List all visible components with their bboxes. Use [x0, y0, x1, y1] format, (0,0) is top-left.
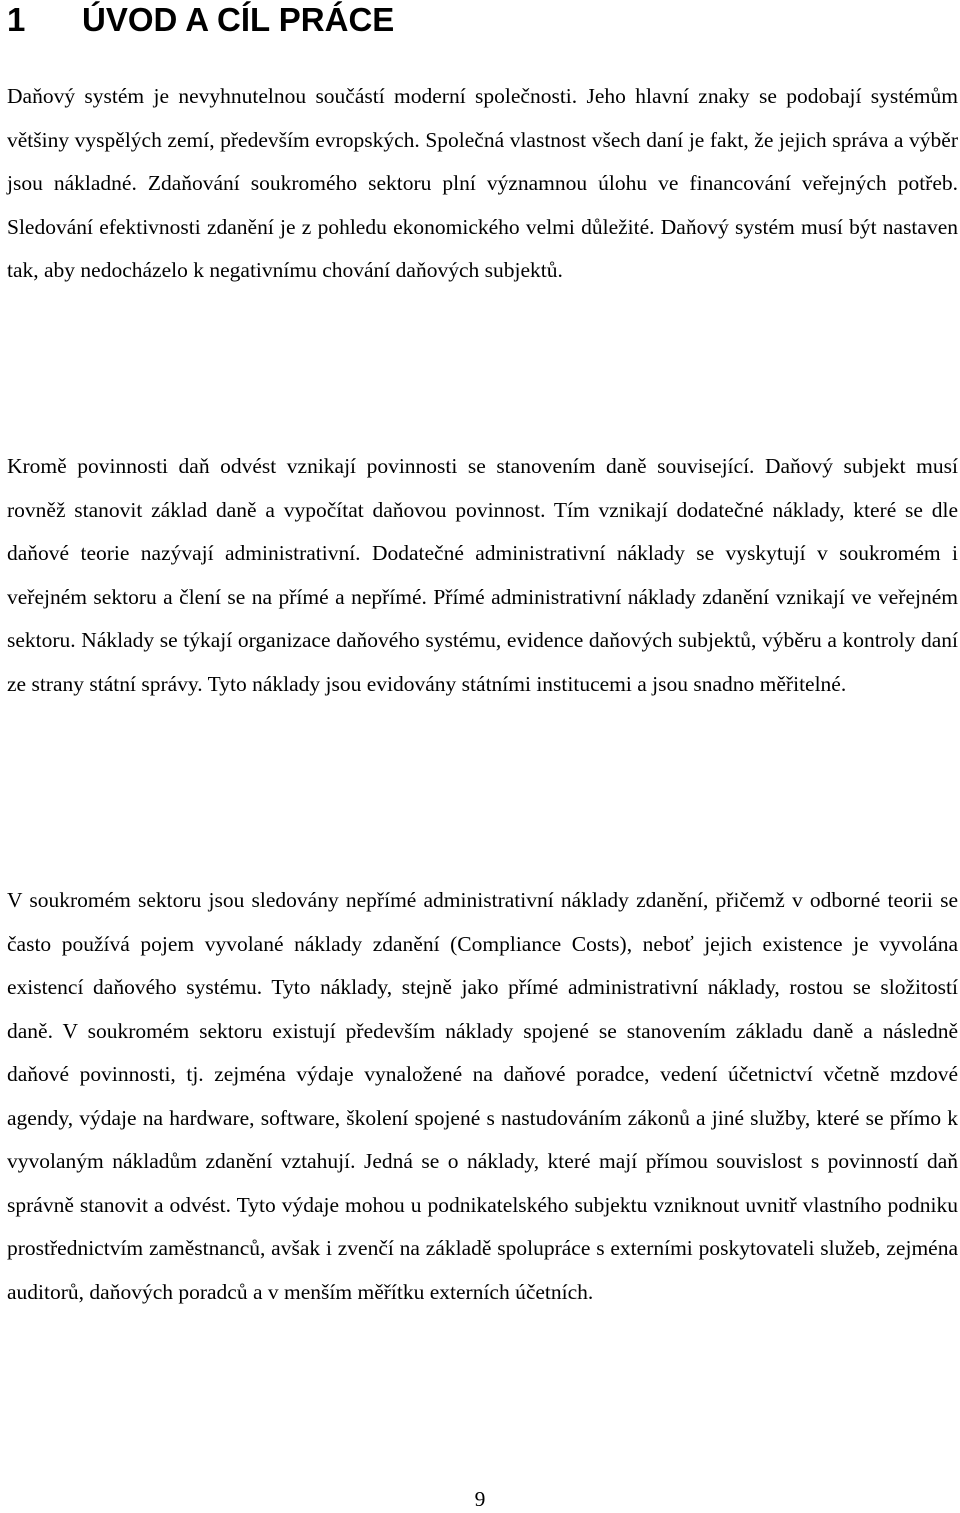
chapter-heading: [7, 0, 394, 40]
paragraph-administrative-costs: Kromě povinnosti daň odvést vznikají povinnosti se stanovením daně související. Daňový subjekt musí rovněž stanovit základ daně a vypočítat daňovou povinnost. Tím vznikají dodatečné náklady, které se dle daňové teorie nazývají administrativní. Dodatečné administrativní náklady se vyskytují v soukromém i veřejném sektoru a člení se na přímé a nepřímé. Přímé administrativní náklady zdanění vznikají ve veřejném sektoru. Náklady se týkají organizace daňového systému, evidence daňových subjektů, výběru a kontroly daní ze strany státní správy. Tyto náklady jsou evidovány státními institucemi a jsou snadno měřitelné.: [7, 454, 958, 696]
chapter-number: 1: [7, 1, 26, 38]
paragraph-intro: Daňový systém je nevyhnutelnou součástí moderní společnosti. Jeho hlavní znaky se podobají systémům většiny vyspělých zemí, především evropských. Společná vlastnost všech daní je fakt, že jejich správa a výběr jsou nákladné. Zdaňování soukromého sektoru plní významnou úlohu ve financování veřejných potřeb. Sledování efektivnosti zdanění je z pohledu ekonomického velmi důležité. Daňový systém musí být nastaven tak, aby nedocházelo k negativnímu chování daňových subjektů.: [7, 84, 958, 282]
paragraph-compliance-costs: V soukromém sektoru jsou sledovány nepřímé administrativní náklady zdanění, přičemž v odborné teorii se často používá pojem vyvolané náklady zdanění (Compliance Costs), neboť jejich existence je vyvolána existencí daňového systému. Tyto náklady, stejně jako přímé administrativní náklady, rostou se složitostí daně. V soukromém sektoru existují především náklady spojené se stanovením základu daně a následně daňové povinnosti, tj. zejména výdaje vynaložené na daňové poradce, vedení účetnictví včetně mzdové agendy, výdaje na hardware, software, školení spojené s nastudováním zákonů a jiné služby, které se přímo k vyvolaným nákladům zdanění vztahují. Jedná se o náklady, které mají přímou souvislost s povinností daň správně stanovit a odvést. Tyto výdaje mohou u podnikatelského subjektu vzniknout uvnitř vlastního podniku prostřednictvím zaměstnanců, avšak i zvenčí na základě spolupráce s externími poskytovateli služeb, zejména auditorů, daňových poradců a v menším měřítku externích účetních.: [7, 888, 958, 1304]
chapter-title: ÚVOD A CÍL PRÁCE: [82, 1, 395, 38]
page-number: 9: [474, 1487, 486, 1511]
